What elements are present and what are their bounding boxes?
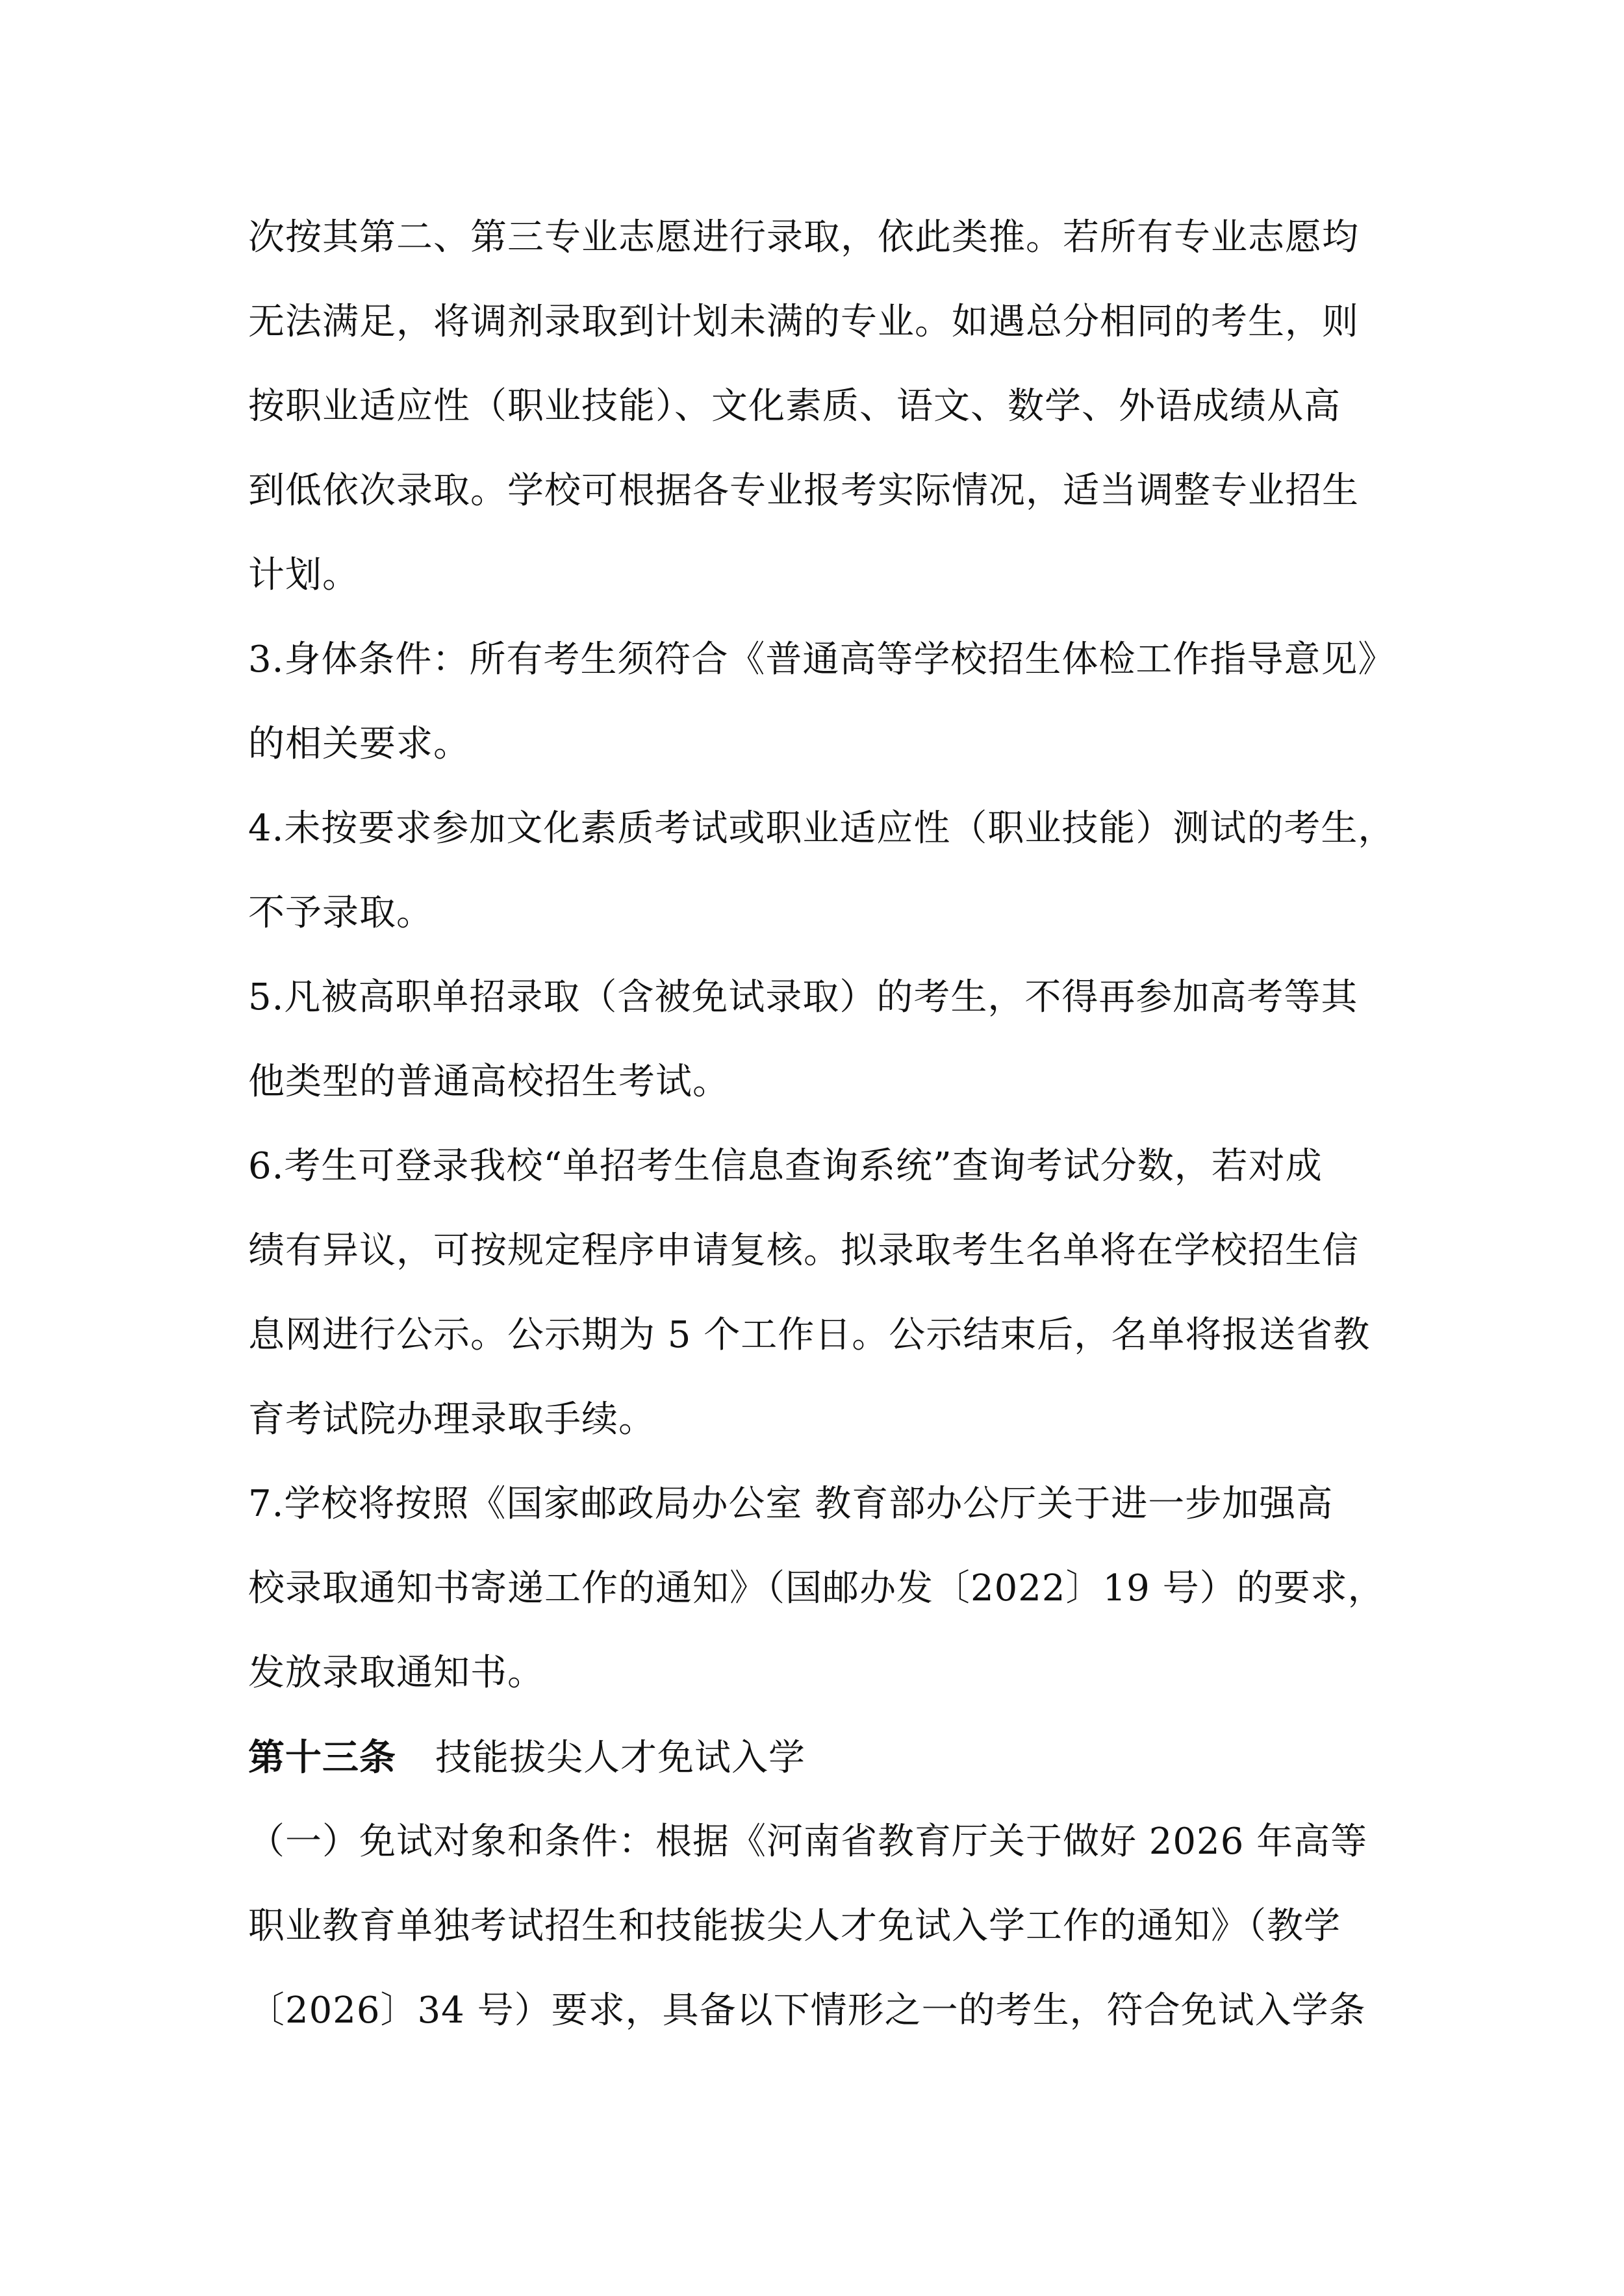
paragraph-line: 不予录取。: [248, 892, 433, 934]
paragraph-line: 4.未按要求参加文化素质考试或职业适应性（职业技能）测试的考生，: [248, 807, 1395, 850]
paragraph-line: 他类型的普通高校招生考试。: [248, 1061, 730, 1103]
section-heading-label: 第十三条: [248, 1736, 396, 1779]
paragraph-line: 发放录取通知书。: [248, 1652, 544, 1694]
paragraph-line: 按职业适应性（职业技能）、文化素质、语文、数学、外语成绩从高: [248, 385, 1341, 427]
paragraph-line: 育考试院办理录取手续。: [248, 1398, 655, 1441]
paragraph-line: 的相关要求。: [248, 723, 470, 765]
paragraph-line: 6.考生可登录我校“单招考生信息查询系统”查询考试分数，若对成: [248, 1145, 1323, 1187]
paragraph-line: 绩有异议，可按规定程序申请复核。拟录取考生名单将在学校招生信: [248, 1230, 1359, 1272]
section-heading-text: 技能拔尖人才免试入学: [435, 1737, 806, 1779]
paragraph-line: 3.身体条件：所有考生须符合《普通高等学校招生体检工作指导意见》: [248, 638, 1395, 681]
paragraph-line: 5.凡被高职单招录取（含被免试录取）的考生，不得再参加高考等其: [248, 976, 1358, 1018]
paragraph-line: 次按其第二、第三专业志愿进行录取，依此类推。若所有专业志愿均: [248, 216, 1359, 259]
paragraph-line: 息网进行公示。公示期为 5 个工作日。公示结束后，名单将报送省教: [248, 1314, 1371, 1356]
paragraph-line: 校录取通知书寄递工作的通知》（国邮办发〔2022〕19 号）的要求，: [248, 1567, 1385, 1609]
paragraph-line: 到低依次录取。学校可根据各专业报考实际情况，适当调整专业招生: [248, 470, 1359, 512]
paragraph-line: （一）免试对象和条件：根据《河南省教育厅关于做好 2026 年高等: [248, 1821, 1368, 1863]
paragraph-line: 职业教育单独考试招生和技能拔尖人才免试入学工作的通知》（教学: [248, 1905, 1341, 1947]
paragraph-line: 〔2026〕34 号）要求，具备以下情形之一的考生，符合免试入学条: [248, 1989, 1366, 2032]
section-heading: [248, 1725, 806, 1790]
paragraph-line: 计划。: [248, 554, 359, 596]
paragraph-line: 7.学校将按照《国家邮政局办公室 教育部办公厅关于进一步加强高: [248, 1483, 1334, 1525]
paragraph-line: 无法满足，将调剂录取到计划未满的专业。如遇总分相同的考生，则: [248, 301, 1359, 343]
